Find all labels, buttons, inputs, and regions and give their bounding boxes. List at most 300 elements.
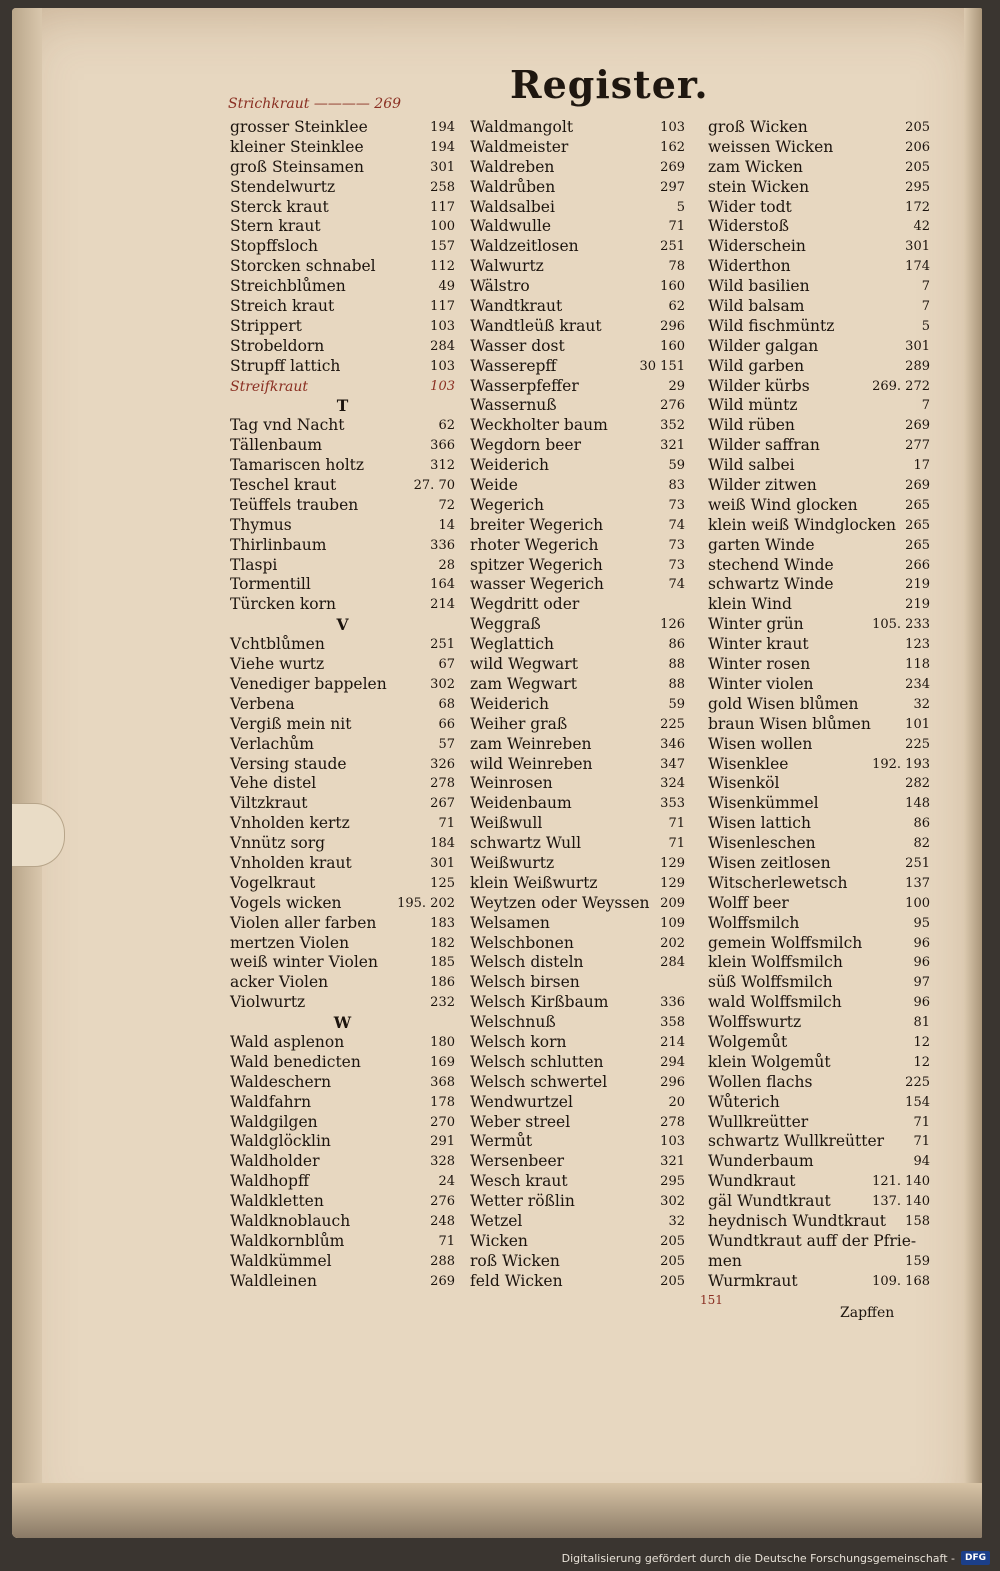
entry-term: Vnholden kertz (230, 814, 350, 833)
index-entry (230, 914, 455, 934)
entry-page-number: 103 (430, 378, 455, 394)
index-entry (470, 198, 685, 218)
entry-term: Venediger bappelen (230, 674, 387, 693)
entry-page-number: 20 (668, 1094, 685, 1110)
index-entry (708, 1053, 930, 1073)
entry-page-number: 206 (905, 139, 930, 155)
index-entry (230, 1232, 455, 1252)
index-entry (708, 973, 930, 993)
entry-page-number: 97 (913, 975, 930, 991)
index-entry (470, 615, 685, 635)
entry-term: schwartz Winde (708, 575, 834, 594)
entry-term: Wegerich (470, 495, 544, 514)
index-entry (230, 973, 455, 993)
entry-page-number: 7 (921, 279, 930, 295)
entry-term: Wider todt (708, 197, 792, 216)
entry-term: Wild fischmüntz (708, 316, 835, 335)
entry-term: Wolff beer (708, 893, 789, 912)
entry-page-number: 205 (660, 1233, 685, 1249)
entry-term: Wesch kraut (470, 1172, 568, 1191)
index-entry (230, 1073, 455, 1093)
entry-page-number: 73 (668, 537, 685, 553)
entry-page-number: 109 (660, 915, 685, 931)
entry-term: Wilder zitwen (708, 476, 817, 495)
entry-term: klein Wolffsmilch (708, 953, 843, 972)
entry-page-number: 71 (913, 1114, 930, 1130)
index-entry (708, 774, 930, 794)
entry-term: Vehe distel (230, 774, 317, 793)
index-entry (708, 1013, 930, 1033)
index-entry (708, 178, 930, 198)
index-entry (470, 337, 685, 357)
entry-page-number: 29 (668, 378, 685, 394)
index-entry (708, 655, 930, 675)
entry-page-number: 72 (438, 497, 455, 513)
index-entry (470, 973, 685, 993)
entry-page-number: 195. 202 (397, 895, 455, 911)
entry-page-number: 172 (905, 199, 930, 215)
entry-term: groß Steinsamen (230, 157, 364, 176)
index-entry (470, 675, 685, 695)
index-entry (708, 953, 930, 973)
entry-term: Wetter rößlin (470, 1192, 575, 1211)
index-entry (708, 874, 930, 894)
page-right-edge (964, 8, 982, 1538)
entry-term: Wersenbeer (470, 1152, 565, 1171)
entry-page-number: 125 (430, 875, 455, 891)
index-entry (708, 1212, 930, 1232)
entry-page-number: 270 (430, 1114, 455, 1130)
entry-page-number: 103 (660, 120, 685, 135)
entry-page-number: 185 (430, 955, 455, 971)
entry-page-number: 57 (438, 736, 455, 752)
entry-page-number: 358 (660, 1015, 685, 1031)
index-entry (708, 1252, 930, 1272)
index-entry (230, 158, 455, 178)
entry-page-number: 112 (430, 259, 455, 275)
entry-page-number: 27. 70 (413, 478, 455, 494)
entry-page-number: 109. 168 (872, 1273, 930, 1289)
entry-term: feld Wicken (470, 1271, 563, 1290)
index-entry (230, 1152, 455, 1172)
entry-page-number: 269. 272 (872, 378, 930, 394)
index-entry (708, 1192, 930, 1212)
index-entry (470, 277, 685, 297)
entry-page-number: 234 (905, 676, 930, 692)
entry-term: Waldkornblům (230, 1231, 345, 1250)
index-entry (708, 217, 930, 237)
entry-page-number: 276 (660, 398, 685, 414)
entry-page-number: 71 (438, 1233, 455, 1249)
entry-term: Vnholden kraut (230, 853, 352, 872)
entry-term: Stopffsloch (230, 237, 319, 256)
entry-term: Wilder saffran (708, 436, 820, 455)
index-entry (470, 496, 685, 516)
entry-term: Teüffels trauben (230, 495, 359, 514)
entry-term: Weiderich (470, 694, 549, 713)
entry-page-number: 180 (430, 1034, 455, 1050)
entry-term: T (336, 396, 349, 416)
entry-page-number: 96 (913, 955, 930, 971)
entry-page-number: 62 (668, 299, 685, 315)
index-entry (470, 934, 685, 954)
entry-term: Violwurtz (230, 993, 306, 1012)
entry-page-number: 157 (430, 239, 455, 255)
entry-page-number: 232 (430, 995, 455, 1011)
index-entry (230, 516, 455, 536)
entry-page-number: 24 (438, 1174, 455, 1190)
index-entry (470, 416, 685, 436)
index-entry (230, 635, 455, 655)
index-entry (470, 1093, 685, 1113)
entry-page-number: 178 (430, 1094, 455, 1110)
index-entry (708, 556, 930, 576)
index-entry (470, 794, 685, 814)
index-entry (230, 774, 455, 794)
index-entry (470, 894, 685, 914)
entry-page-number: 7 (921, 299, 930, 315)
entry-page-number: 73 (668, 557, 685, 573)
entry-page-number: 312 (430, 458, 455, 474)
index-entry (470, 536, 685, 556)
page-left-edge (12, 8, 42, 1538)
index-entry (470, 1172, 685, 1192)
entry-page-number: 202 (660, 935, 685, 951)
entry-page-number: 282 (905, 776, 930, 792)
entry-page-number: 123 (905, 637, 930, 653)
entry-term: Waldeschern (230, 1072, 332, 1091)
entry-term: stechend Winde (708, 555, 834, 574)
index-entry (470, 655, 685, 675)
entry-term: Wild salbei (708, 456, 795, 475)
entry-page-number: 267 (430, 796, 455, 812)
entry-page-number: 214 (430, 597, 455, 613)
index-entry (470, 715, 685, 735)
page-title: Register. (510, 62, 709, 107)
entry-term: Tag vnd Nacht (230, 416, 345, 435)
entry-page-number: 276 (430, 1194, 455, 1210)
index-entry (470, 297, 685, 317)
entry-page-number: 86 (668, 637, 685, 653)
index-entry (230, 575, 455, 595)
entry-term: Verbena (230, 694, 295, 713)
entry-term: Weiher graß (470, 714, 568, 733)
index-entry (230, 178, 455, 198)
entry-page-number: 73 (668, 497, 685, 513)
entry-page-number: 154 (905, 1094, 930, 1110)
index-entry (230, 655, 455, 675)
catchword: Zapffen (840, 1305, 895, 1321)
index-entry (708, 914, 930, 934)
index-entry (708, 1113, 930, 1133)
entry-page-number: 96 (913, 935, 930, 951)
entry-term: Waldzeitlosen (470, 237, 579, 256)
index-entry (230, 854, 455, 874)
entry-page-number: 205 (660, 1273, 685, 1289)
entry-term: Wild rüben (708, 416, 795, 435)
entry-term: Waldrůben (470, 177, 556, 196)
index-entry (708, 436, 930, 456)
index-entry (230, 834, 455, 854)
entry-term: Stendelwurtz (230, 177, 336, 196)
entry-term: Wendwurtzel (470, 1092, 573, 1111)
index-entry (230, 138, 455, 158)
index-entry (470, 914, 685, 934)
entry-term: Wandtleüß kraut (470, 316, 602, 335)
entry-term: zam Wegwart (470, 674, 577, 693)
index-entry (230, 416, 455, 436)
entry-term: Wasserpfeffer (470, 376, 579, 395)
entry-term: Wegdritt oder (470, 595, 580, 614)
index-entry (470, 178, 685, 198)
entry-page-number: 59 (668, 458, 685, 474)
index-entry (230, 894, 455, 914)
index-entry (708, 516, 930, 536)
entry-term: Wicken (470, 1231, 528, 1250)
entry-term: Tormentill (230, 575, 311, 594)
index-entry (708, 615, 930, 635)
entry-term: W (333, 1013, 352, 1033)
entry-term: Wegdorn beer (470, 436, 582, 455)
entry-term: Wisen lattich (708, 814, 811, 833)
entry-page-number: 205 (905, 159, 930, 175)
entry-page-number: 82 (913, 836, 930, 852)
index-entry (230, 297, 455, 317)
index-entry (708, 1093, 930, 1113)
index-entry (230, 496, 455, 516)
entry-term: Streichblůmen (230, 277, 346, 296)
entry-term: Welsch korn (470, 1032, 567, 1051)
entry-page-number: 269 (660, 159, 685, 175)
index-entry (230, 217, 455, 237)
entry-term: weiß winter Violen (230, 953, 378, 972)
entry-page-number: 126 (660, 617, 685, 633)
index-column-3 (708, 118, 930, 1292)
index-entry (708, 1033, 930, 1053)
entry-term: Strupff lattich (230, 356, 341, 375)
index-entry (470, 1113, 685, 1133)
entry-page-number: 288 (430, 1253, 455, 1269)
index-entry (230, 317, 455, 337)
entry-page-number: 67 (438, 657, 455, 673)
entry-page-number: 118 (905, 657, 930, 673)
index-entry (708, 416, 930, 436)
entry-term: Wald benedicten (230, 1052, 361, 1071)
entry-term: Wasser dost (470, 336, 565, 355)
index-entry (470, 1053, 685, 1073)
entry-page-number: 347 (660, 756, 685, 772)
entry-term: Vogelkraut (230, 873, 316, 892)
index-entry (230, 1272, 455, 1292)
entry-page-number: 296 (660, 318, 685, 334)
index-entry (708, 257, 930, 277)
index-entry (470, 1212, 685, 1232)
entry-page-number: 295 (905, 179, 930, 195)
entry-term: Winter kraut (708, 635, 809, 654)
entry-page-number: 14 (438, 517, 455, 533)
entry-page-number: 169 (430, 1054, 455, 1070)
entry-page-number: 129 (660, 855, 685, 871)
entry-term: Wandtkraut (470, 297, 563, 316)
entry-page-number: 100 (905, 895, 930, 911)
entry-term: gäl Wundtkraut (708, 1192, 831, 1211)
entry-term: Waldholder (230, 1152, 320, 1171)
entry-page-number: 205 (905, 120, 930, 135)
index-entry (470, 814, 685, 834)
entry-term: Widerstoß (708, 217, 789, 236)
index-entry (708, 993, 930, 1013)
index-entry (230, 556, 455, 576)
entry-page-number: 225 (660, 716, 685, 732)
index-entry (470, 317, 685, 337)
entry-term: Versing staude (230, 754, 347, 773)
index-letter-heading (230, 1013, 455, 1033)
handwritten-top-note: Strichkraut ———— 269 (228, 96, 402, 112)
entry-page-number: 214 (660, 1034, 685, 1050)
index-entry (470, 377, 685, 397)
entry-term: Welsch Kirßbaum (470, 993, 609, 1012)
entry-term: Türcken korn (230, 595, 337, 614)
entry-term: Wälstro (470, 277, 530, 296)
index-entry (230, 934, 455, 954)
entry-term: klein Wolgemůt (708, 1052, 831, 1071)
entry-term: Wassernuß (470, 396, 557, 415)
index-entry (470, 695, 685, 715)
entry-page-number: 88 (668, 676, 685, 692)
entry-term: Wůterich (708, 1092, 780, 1111)
entry-term: schwartz Wullkreütter (708, 1132, 885, 1151)
index-entry (708, 695, 930, 715)
entry-page-number: 366 (430, 438, 455, 454)
index-entry (708, 237, 930, 257)
entry-term: Wilder kürbs (708, 376, 810, 395)
entry-page-number: 192. 193 (872, 756, 930, 772)
index-entry (230, 337, 455, 357)
entry-term: Wald asplenon (230, 1032, 345, 1051)
entry-term: Waldgilgen (230, 1112, 318, 1131)
index-entry (230, 1192, 455, 1212)
entry-page-number: 324 (660, 776, 685, 792)
index-entry (470, 755, 685, 775)
entry-page-number: 158 (905, 1213, 930, 1229)
index-entry (230, 1212, 455, 1232)
entry-term: stein Wicken (708, 177, 810, 196)
entry-term: groß Wicken (708, 118, 808, 136)
index-entry (470, 516, 685, 536)
entry-term: garten Winde (708, 535, 815, 554)
index-entry (708, 834, 930, 854)
entry-term: roß Wicken (470, 1251, 560, 1270)
entry-page-number: 42 (913, 219, 930, 235)
entry-page-number: 105. 233 (872, 617, 930, 633)
index-entry (470, 456, 685, 476)
entry-page-number: 336 (660, 995, 685, 1011)
index-entry (230, 456, 455, 476)
index-entry (708, 675, 930, 695)
entry-page-number: 353 (660, 796, 685, 812)
entry-page-number: 258 (430, 179, 455, 195)
index-entry (230, 715, 455, 735)
entry-page-number: 164 (430, 577, 455, 593)
entry-term: Vogels wicken (230, 893, 342, 912)
index-entry (470, 774, 685, 794)
index-entry (708, 715, 930, 735)
entry-term: klein Wind (708, 595, 792, 614)
entry-term: breiter Wegerich (470, 515, 604, 534)
entry-page-number: 32 (913, 696, 930, 712)
index-entry (470, 436, 685, 456)
entry-term: gemein Wolffsmilch (708, 933, 863, 952)
entry-term: Vnnütz sorg (230, 834, 326, 853)
entry-page-number: 49 (438, 279, 455, 295)
entry-term: Widerschein (708, 237, 806, 256)
index-entry (470, 556, 685, 576)
entry-term: Welschnuß (470, 1013, 556, 1032)
entry-term: Weytzen oder Weyssen (470, 893, 650, 912)
entry-term: Wild balsam (708, 297, 805, 316)
entry-page-number: 209 (660, 895, 685, 911)
entry-page-number: 266 (905, 557, 930, 573)
entry-page-number: 71 (668, 219, 685, 235)
entry-term: Wolgemůt (708, 1032, 788, 1051)
entry-term: Weinrosen (470, 774, 553, 793)
index-letter-heading (230, 615, 455, 635)
entry-page-number: 251 (430, 637, 455, 653)
entry-page-number: 265 (905, 517, 930, 533)
entry-page-number: 174 (905, 259, 930, 275)
entry-term: Waldknoblauch (230, 1211, 351, 1230)
entry-page-number: 225 (905, 736, 930, 752)
index-entry (470, 476, 685, 496)
entry-page-number: 30 151 (639, 358, 685, 374)
entry-term: wald Wolffsmilch (708, 993, 842, 1012)
entry-page-number: 103 (430, 318, 455, 334)
entry-term: Vergiß mein nit (230, 714, 352, 733)
index-entry (230, 237, 455, 257)
entry-term: Tällenbaum (230, 436, 323, 455)
index-entry (708, 536, 930, 556)
entry-page-number: 12 (913, 1054, 930, 1070)
entry-term: Weißwurtz (470, 853, 555, 872)
entry-term: braun Wisen blůmen (708, 714, 871, 733)
entry-page-number: 295 (660, 1174, 685, 1190)
entry-term: Wisenkümmel (708, 794, 819, 813)
entry-term: Tlaspi (230, 555, 278, 574)
entry-page-number: 297 (660, 179, 685, 195)
entry-page-number: 137 (905, 875, 930, 891)
entry-page-number: 12 (913, 1034, 930, 1050)
entry-page-number: 219 (905, 577, 930, 593)
entry-page-number: 328 (430, 1154, 455, 1170)
index-entry (708, 277, 930, 297)
index-entry (230, 814, 455, 834)
entry-term: Wild garben (708, 356, 805, 375)
index-entry (470, 237, 685, 257)
index-entry (708, 934, 930, 954)
index-entry (470, 874, 685, 894)
entry-page-number: 269 (905, 418, 930, 434)
index-entry (708, 575, 930, 595)
entry-page-number: 5 (921, 318, 930, 334)
index-entry (470, 118, 685, 138)
index-entry (230, 357, 455, 377)
entry-term: rhoter Wegerich (470, 535, 599, 554)
index-entry (470, 1232, 685, 1252)
entry-page-number: 160 (660, 279, 685, 295)
index-entry (230, 1132, 455, 1152)
entry-term: Waldkletten (230, 1192, 324, 1211)
index-entry (708, 198, 930, 218)
